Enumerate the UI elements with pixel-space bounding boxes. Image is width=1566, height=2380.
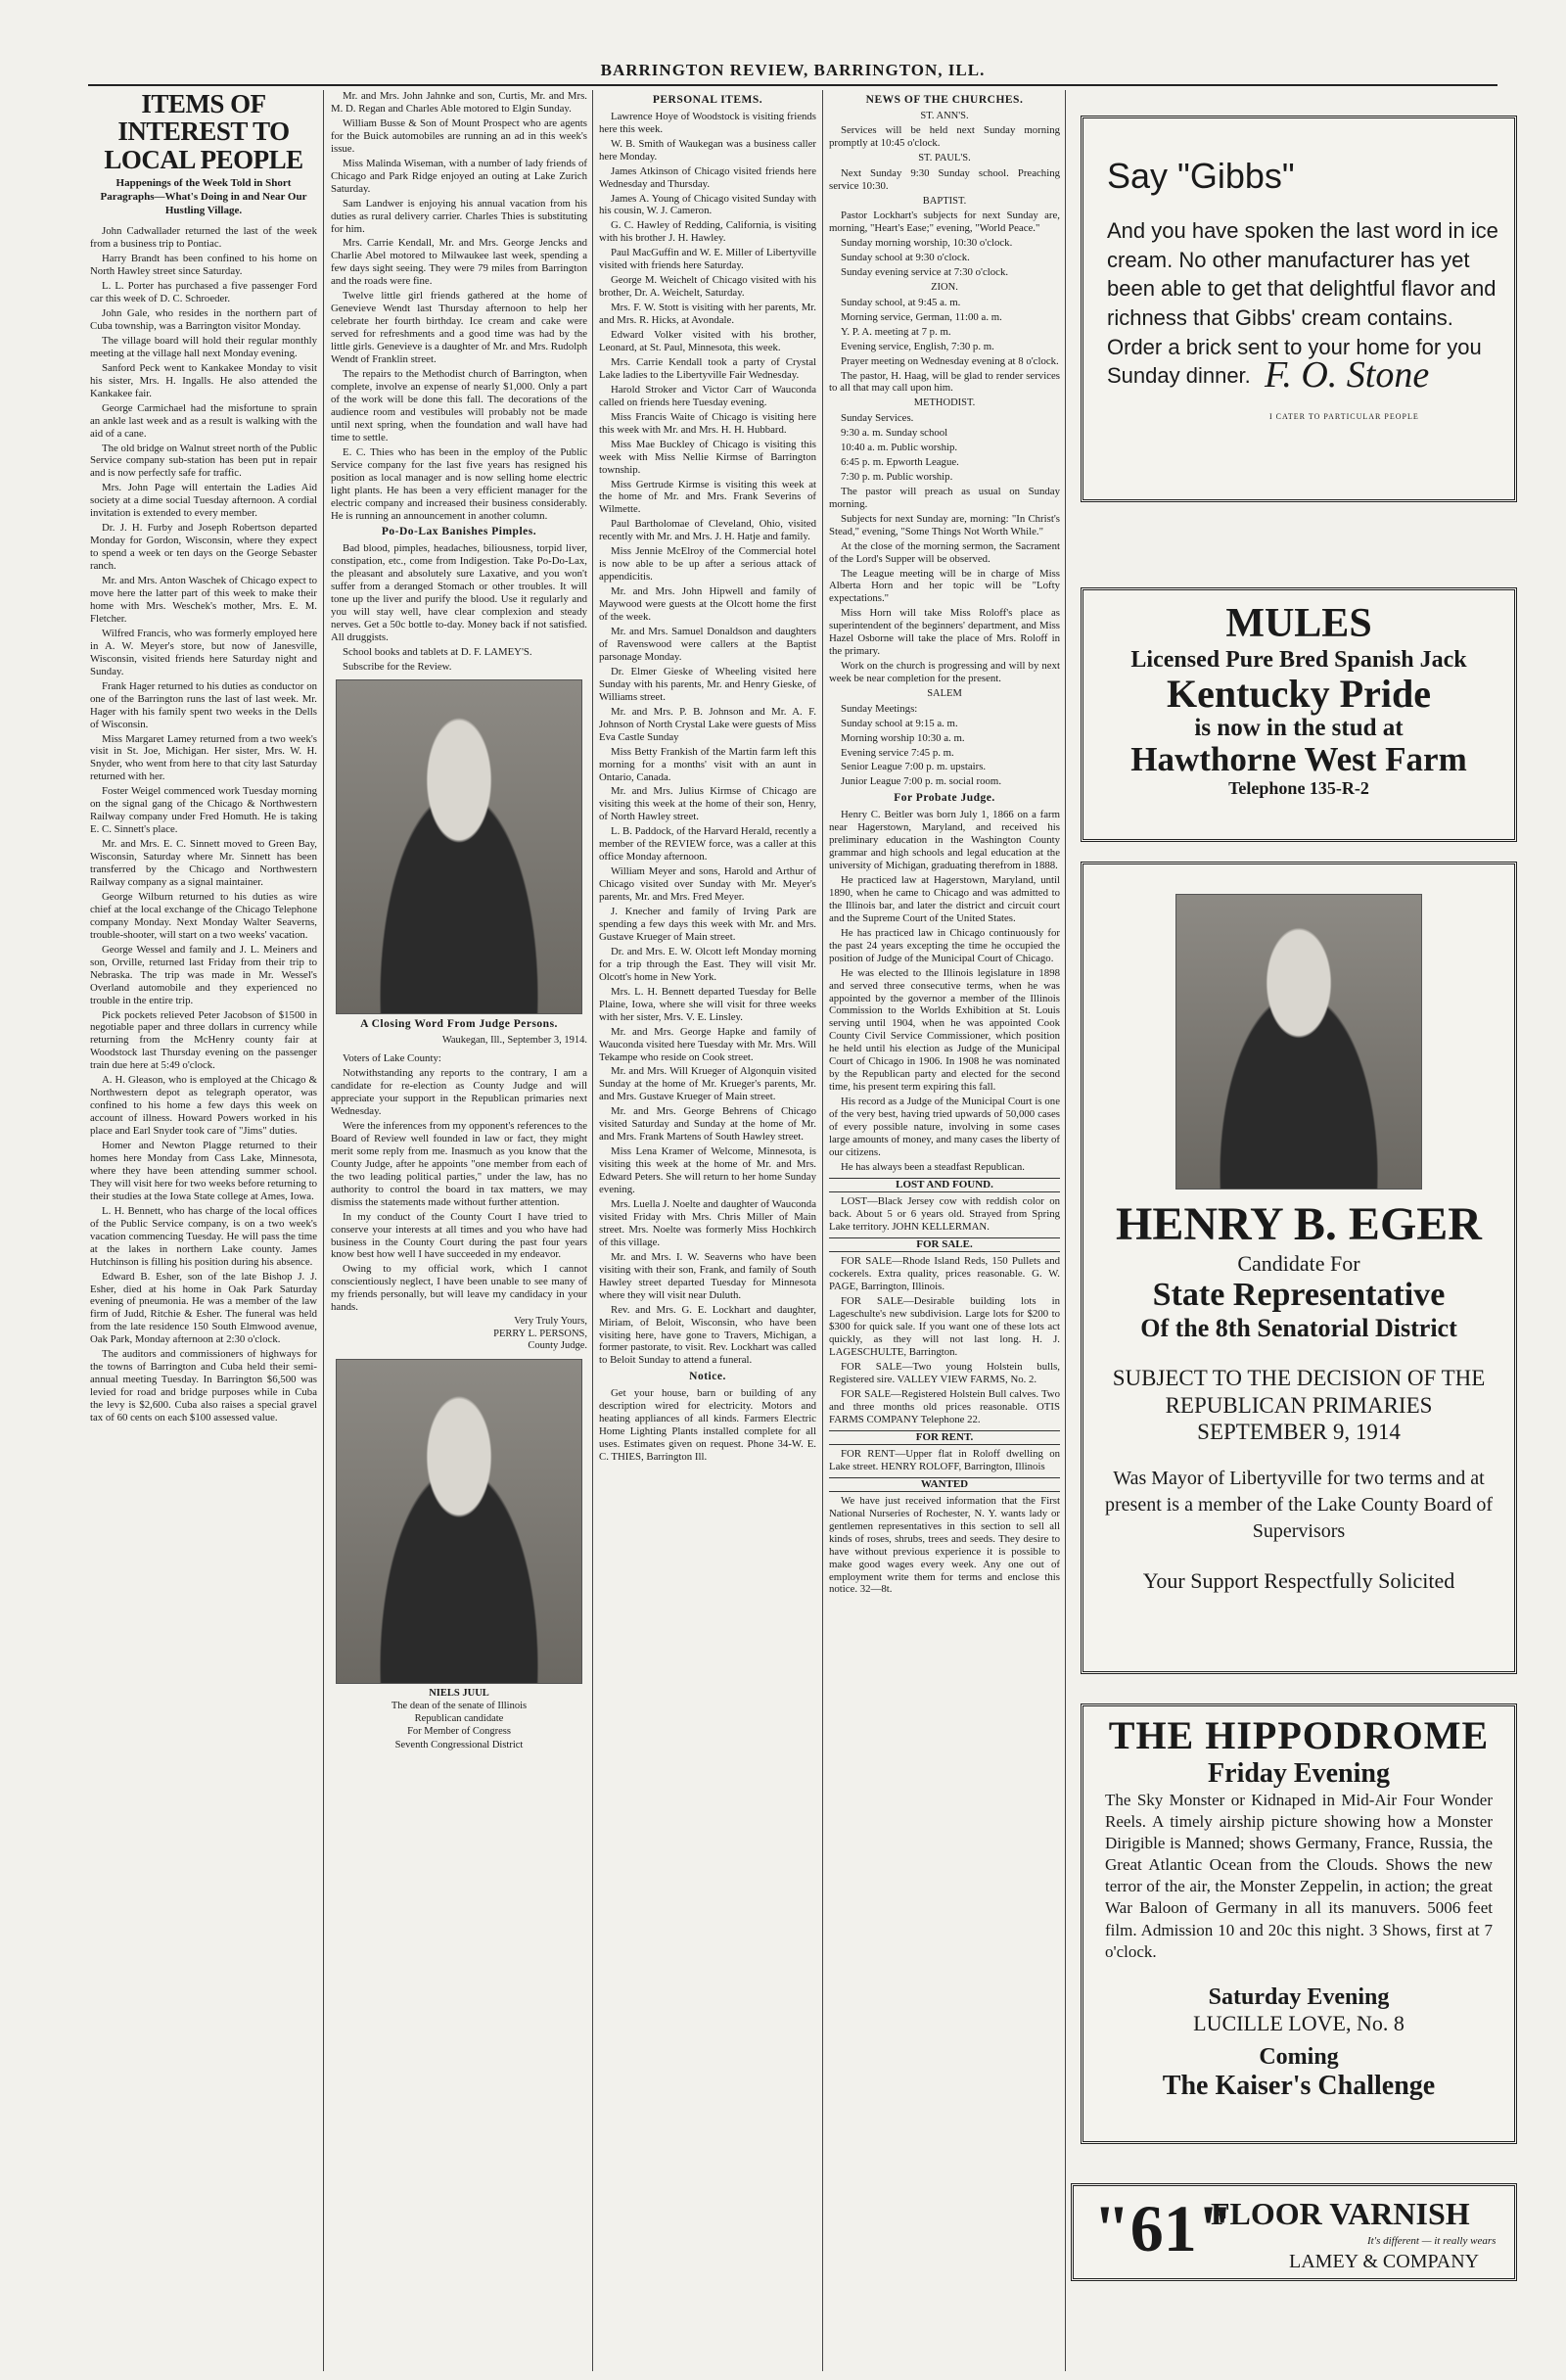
juul-caption xyxy=(331,1687,587,1751)
personal-item: J. Knecher and family of Irving Park are spending a few days this week with Mr. and Mrs. Gustave Krueger of Main street. xyxy=(599,906,816,943)
news-item: Twelve little girl friends gathered at the home of Genevieve Wendt last Thursday afternoon to help her celebrate her fourth birthday. Ice cream and cake were served for refreshments and a good time was had by the little girls. Genevieve is a daughter of Mr. and Mrs. Rudolph Wendt of Franklin street. xyxy=(331,290,587,366)
wanted-headline: WANTED xyxy=(829,1477,1060,1492)
column-rule xyxy=(1065,90,1066,2371)
news-item: Homer and Newton Plagge returned to their homes here Monday from Cass Lake, Minnesota, where they have been attending summer school. They will visit here for two weeks before returning to their studies at the Iowa State college at Ames, Iowa. xyxy=(90,1140,317,1202)
church-service-line: The pastor, H. Haag, will be glad to render services to all that may call upon him. xyxy=(829,369,1060,395)
church-service-line: Next Sunday 9:30 Sunday school. Preaching service 10:30. xyxy=(829,166,1060,192)
news-item: Dr. J. H. Furby and Joseph Robertson departed Monday for Gordon, Wisconsin, where they expect to spend a week or ten days on the George Sebaster ranch. xyxy=(90,522,317,573)
church-service-line: The pastor will preach as usual on Sunday morning. xyxy=(829,485,1060,510)
letter-close: Very Truly Yours, xyxy=(514,1316,587,1328)
for-sale-ad: FOR SALE—Two young Holstein bulls, Registered sire. VALLEY VIEW FARMS, No. 2. xyxy=(829,1360,1060,1385)
hippodrome-body: The Sky Monster or Kidnaped in Mid-Air Four Wonder Reels. A timely airship picture showing how a Monster Dirigible is Manned; shows Germany, France, Russia, the Great Atlantic Ocean from the Clouds. Shows the new terror of the air, the Monster Zeppelin, in action; the great War Baloon of Germany in all its manuvers. 5006 feet film. Admission 10 and 20c this night. 3 Shows, first at 7 o'clock. xyxy=(1105,1791,1493,1961)
church-service-line: 9:30 a. m. Sunday school xyxy=(841,426,948,439)
school-books-notice: School books and tablets at D. F. LAMEY'S. xyxy=(343,645,532,658)
gibbs-ice-cream-ad xyxy=(1081,116,1517,502)
hippodrome-saturday: Saturday Evening xyxy=(1208,1983,1390,2010)
news-item: Miss Malinda Wiseman, with a number of lady friends of Chicago and Park Ridge enjoyed an outing at Lake Zurich Saturday. xyxy=(331,157,587,195)
juul-line-3: For Member of Congress xyxy=(407,1726,511,1738)
personal-item: Mrs. Carrie Kendall took a party of Crystal Lake ladies to the Libertyville Fair Wednesday. xyxy=(599,355,816,381)
news-item: John Cadwallader returned the last of the week from a business trip to Pontiac. xyxy=(90,225,317,251)
letter-title: County Judge. xyxy=(528,1340,587,1352)
personal-item: Mr. and Mrs. George Behrens of Chicago visited Saturday and Sunday at the home of Mr. and Mrs. Frank Martens of South Hawley street. xyxy=(599,1105,816,1143)
personal-item: Mr. and Mrs. Samuel Donaldson and daughters of Ravenswood were callers at the Baptist parsonage Monday. xyxy=(599,626,816,663)
news-item: George Wilburn returned to his duties as wire chief at the local exchange of the Chicago Telephone company Monday. Next Monday Walter Seaverns, trouble-shooter, will start on a two weeks' vacation. xyxy=(90,890,317,941)
juul-line-4: Seventh Congressional District xyxy=(394,1739,524,1750)
church-service-line: Prayer meeting on Wednesday evening at 8 o'clock. xyxy=(841,354,1059,367)
church-service-line: Sunday school at 9:15 a. m. xyxy=(841,717,958,729)
masthead-rule xyxy=(88,84,1497,86)
personal-item: Mrs. Luella J. Noelte and daughter of Wauconda visited Friday with Mrs. Chris Miller of Main street. Mrs. Noelte was formerly Miss Hochkirch of this village. xyxy=(599,1198,816,1248)
letter-place-date: Waukegan, Ill., September 3, 1914. xyxy=(441,1034,587,1046)
news-item: E. C. Thies who has been in the employ of the Public Service company for the last five years has resigned his position as local manager and is now selling home electric light plants. He has been a very efficient manager for the electric company and increased their business considerably. He is running an announcement in another column. xyxy=(331,445,587,522)
church-service-line: Sunday school at 9:30 o'clock. xyxy=(841,252,970,264)
mules-line-4: is now in the stud at xyxy=(1194,715,1404,741)
church-service-line: Services will be held next Sunday morning promptly at 10:45 o'clock. xyxy=(829,124,1060,150)
personal-item: Mr. and Mrs. George Hapke and family of Wauconda visited here Tuesday with Mr. Mrs. Will Tekampe who reside on Cook street. xyxy=(599,1025,816,1063)
column-rule xyxy=(592,90,593,2371)
column-local-items xyxy=(90,90,317,2371)
church-service-line: Evening service, English, 7:30 p. m. xyxy=(841,340,994,352)
church-name: SALEM xyxy=(927,688,962,700)
news-item: Frank Hager returned to his duties as conductor on one of the Barrington runs the last of last week. Mr. Hager with his family spent two weeks in the Dells of Wisconsin. xyxy=(90,679,317,730)
hippodrome-friday: Friday Evening xyxy=(1208,1758,1390,1789)
lost-found-headline: LOST AND FOUND. xyxy=(829,1178,1060,1192)
church-service-line: Sunday Services. xyxy=(841,412,914,425)
personal-item: L. B. Paddock, of the Harvard Herald, recently a member of the REVIEW force, was a caller at this office Monday afternoon. xyxy=(599,825,816,863)
local-items-list xyxy=(90,225,317,1424)
news-item: Mr. and Mrs. John Jahnke and son, Curtis, Mr. and Mrs. M. D. Regan and Charles Able motored to Elgin Sunday. xyxy=(331,90,587,115)
floor-varnish-ad xyxy=(1071,2183,1517,2281)
personal-item: William Meyer and sons, Harold and Arthur of Chicago visited over Sunday with Mr. Meyer's parents, Mr. and Mrs. Fred Meyer. xyxy=(599,865,816,904)
church-service-line: Morning service, German, 11:00 a. m. xyxy=(841,310,1002,323)
letter-body xyxy=(331,1067,587,1314)
pododax-text: Bad blood, pimples, headaches, biliousness, torpid liver, constipation, etc., come from Indigestion. Take Po-Do-Lax, the pleasant and absolutely sure Laxative, and you won't suffer from a deranged Stomach or other troubles. It will tone up the liver and purify the blood. Use it regularly and you will stay well, have clear complexion and steady nerves. Get a 50c bottle to-day. Money back if not satisfied. All druggists. xyxy=(331,542,587,643)
hippodrome-title: THE HIPPODROME xyxy=(1108,1713,1490,1757)
personal-items-list xyxy=(599,111,816,1368)
column-churches xyxy=(829,90,1060,2371)
news-item: William Busse & Son of Mount Prospect who are agents for the Buick automobiles are running an ad in this week's issue. xyxy=(331,117,587,155)
portrait-photo-persons xyxy=(336,679,582,1014)
eger-campaign-ad xyxy=(1081,862,1517,1674)
news-item: The old bridge on Walnut street north of the Public Service company sub-station has been put in repair and is now perfectly safe for traffic. xyxy=(90,442,317,480)
column-two-items xyxy=(331,90,587,522)
church-service-line: Junior League 7:00 p. m. social room. xyxy=(841,775,1002,788)
churches-headline: NEWS OF THE CHURCHES. xyxy=(865,94,1024,106)
personal-item: Miss Jennie McElroy of the Commercial hotel is now able to be up after a serious attack of appendicitis. xyxy=(599,545,816,583)
news-item: George Wessel and family and J. L. Meiners and son, Orville, returned last Friday from their trip to Nebraska. The trip was made in Mr. Wessel's Overland automobile and they experienced no trouble in the entire trip. xyxy=(90,943,317,1006)
news-item: L. H. Bennett, who has charge of the local offices of the Public Service company, is on a two week's vacation commencing Tuesday. He will pass the time at the lakes in northern Lake county. James Hutchinson is filling his position during his absence. xyxy=(90,1204,317,1268)
juul-line-1: The dean of the senate of Illinois xyxy=(391,1701,528,1712)
personal-item: Miss Lena Kramer of Welcome, Minnesota, is visiting this week at the home of Mr. and Mrs. Edward Peters. She will return to her home Sunday evening. xyxy=(599,1145,816,1196)
mules-line-5: Hawthorne West Farm xyxy=(1130,740,1467,778)
varnish-slogan: It's different — it really wears xyxy=(1367,2235,1497,2247)
portrait-photo-eger xyxy=(1175,894,1422,1190)
church-service-line: Sunday school, at 9:45 a. m. xyxy=(841,296,961,308)
church-name: ST. ANN'S. xyxy=(920,110,969,121)
church-service-line: Evening service 7:45 p. m. xyxy=(841,746,954,759)
church-service-line: Senior League 7:00 p. m. upstairs. xyxy=(841,761,987,773)
column-rule xyxy=(822,90,823,2371)
for-sale-ad: FOR SALE—Rhode Island Reds, 150 Pullets and cockerels. Extra quality, prices reasonable. G. W. PAGE, Barrington, Illinois. xyxy=(829,1255,1060,1293)
for-rent-ad: FOR RENT—Upper flat in Roloff dwelling on Lake street. HENRY ROLOFF, Barrington, Illinois xyxy=(829,1447,1060,1472)
probate-text xyxy=(829,809,1060,1174)
news-item: Wilfred Francis, who was formerly employed here in A. W. Meyer's store, but now of Janesville, Wisconsin, visited friends here Saturday night and Sunday. xyxy=(90,627,317,677)
news-item: The auditors and commissioners of highways for the towns of Barrington and Cuba held their semi-annual meeting Tuesday. In Barrington $6,500 was levied for road and bridge purposes while in Cuba the levy is $2,600. Cuba also raises a special gravel tax of 60 cents on each $100 assessed value. xyxy=(90,1348,317,1424)
personal-item: George M. Weichelt of Chicago visited with his brother, Dr. A. Weichelt, Saturday. xyxy=(599,274,816,300)
wanted-ad: We have just received information that the First National Nurseries of Rochester, N. Y. wants lady or gentlemen representatives in this section to sell all kinds of roses, shrubs, trees and seeds. They desire to have without previous experience it is possible to make good wages every week. Any one out of employment write them for terms and enclose this notice. 32—8t. xyxy=(829,1494,1060,1596)
juul-line-2: Republican candidate xyxy=(414,1713,504,1725)
letter-closing xyxy=(331,1316,587,1353)
personal-item: Harold Stroker and Victor Carr of Wauconda called on friends here Tuesday evening. xyxy=(599,383,816,408)
church-name: ZION. xyxy=(931,282,958,294)
church-service-line: 7:30 p. m. Public worship. xyxy=(841,470,953,483)
personal-item: Paul MacGuffin and W. E. Miller of Libertyville visited with friends here Saturday. xyxy=(599,247,816,272)
mules-telephone: Telephone 135-R-2 xyxy=(1228,777,1369,798)
eger-primary xyxy=(1083,1365,1514,1446)
eger-primary-line-1: SUBJECT TO THE DECISION OF THE xyxy=(1112,1366,1486,1390)
hippodrome-lucille: LUCILLE LOVE, No. 8 xyxy=(1193,2010,1405,2035)
probate-paragraph: He practiced law at Hagerstown, Maryland, until 1890, when he came to Chicago and was admitted to the Illinois bar, and later the district and circuit court and the Supreme Court of the United States. xyxy=(829,873,1060,924)
personal-item: Miss Mae Buckley of Chicago is visiting this week with Miss Nellie Kirmse of Barrington township. xyxy=(599,438,816,476)
church-service-line: Y. P. A. meeting at 7 p. m. xyxy=(841,325,951,338)
gibbs-body: And you have spoken the last word in ice cream. No other manufacturer has yet been able to get that delightful flavor and richness that Gibbs' cream contains. Order a brick sent to your home for you Sunday dinner. xyxy=(1107,218,1498,389)
juul-name: NIELS JUUL xyxy=(429,1688,489,1700)
personal-item: Edward Volker visited with his brother, Leonard, at St. Paul, Minnesota, this week. xyxy=(599,329,816,353)
varnish-company: LAMEY & COMPANY xyxy=(1289,2251,1480,2272)
churches-list xyxy=(829,111,1060,789)
local-items-headline: ITEMS OF INTEREST TO LOCAL PEOPLE xyxy=(104,90,303,174)
for-rent-headline: FOR RENT. xyxy=(829,1430,1060,1445)
probate-paragraph: Henry C. Beitler was born July 1, 1866 on a farm near Hagerstown, Maryland, and received his preliminary education in the Washington County grammar and high schools and legal education at the university of Michigan, graduating therefrom in 1888. xyxy=(829,809,1060,871)
eger-primary-line-3: SEPTEMBER 9, 1914 xyxy=(1197,1420,1401,1445)
eger-office: State Representative xyxy=(1152,1277,1446,1313)
news-item: Harry Brandt has been confined to his home on North Hawley street since Saturday. xyxy=(90,253,317,278)
gibbs-title: Say "Gibbs" xyxy=(1107,156,1295,196)
personal-item: Dr. Elmer Gieske of Wheeling visited here Sunday with his parents, Mr. and Henry Gieske, of Williams street. xyxy=(599,665,816,703)
news-item: The village board will hold their regular monthly meeting at the village hall next Monday evening. xyxy=(90,334,317,359)
eger-bio: Was Mayor of Libertyville for two terms and at present is a member of the Lake County Board of Supervisors xyxy=(1105,1467,1493,1542)
personal-item: Mr. and Mrs. Will Krueger of Algonquin visited Sunday at the home of Mr. Krueger's parents, Mr. and Mrs. Gustave Krueger of Main street. xyxy=(599,1065,816,1103)
for-sale-list xyxy=(829,1255,1060,1425)
news-item: A. H. Gleason, who is employed at the Chicago & Northwestern depot as telegraph operator, was confined to his home a few days this week on account of illness. Howard Powers worked in his place and Earl Snyder took care of "Jims" duties. xyxy=(90,1074,317,1138)
letter-paragraph: In my conduct of the County Court I have tried to conserve your interests at all times and you who have had business in the County Court during the past four years know best how well I have succeeded in my endeavor. xyxy=(331,1210,587,1261)
church-service-line: 10:40 a. m. Public worship. xyxy=(841,441,958,453)
probate-paragraph: He has always been a steadfast Republican. xyxy=(841,1160,1025,1173)
subscribe-notice: Subscribe for the Review. xyxy=(343,660,452,673)
column-personal-items xyxy=(599,90,816,2371)
news-item: Foster Weigel commenced work Tuesday morning on the signal gang of the Chicago & Northwestern Railway company under Fred Homuth. He is taking E. C. Sinnett's place. xyxy=(90,785,317,836)
news-item: Sam Landwer is enjoying his annual vacation from his duties as rural delivery carrier. Charles Thies is substituting for him. xyxy=(331,197,587,235)
church-name: BAPTIST. xyxy=(922,195,967,207)
church-service-line: Work on the church is progressing and will by next week be near completion for the present. xyxy=(829,660,1060,685)
personal-item: Mr. and Mrs. John Hipwell and family of Maywood were guests at the Olcott home the first of the week. xyxy=(599,585,816,624)
church-service-line: The League meeting will be in charge of Miss Alberta Horn and her topic will be "Lofty expectations." xyxy=(829,567,1060,605)
mules-ad xyxy=(1081,587,1517,842)
mules-line-2: Licensed Pure Bred Spanish Jack xyxy=(1130,647,1467,673)
for-sale-headline: FOR SALE. xyxy=(829,1237,1060,1252)
eger-candidate-for: Candidate For xyxy=(1237,1251,1360,1276)
letter-paragraph: Were the inferences from my opponent's references to the Board of Review well founded in law or fact, they might merit some reply from me. Inasmuch as you know that the County Judge, after he appoints "one member from each of the two leading political parties," under the law, has no authority to control the board in tax matters, we may dismiss the statements made without further attention. xyxy=(331,1119,587,1208)
gibbs-signature: F. O. Stone xyxy=(1265,354,1430,396)
church-service-line: At the close of the morning sermon, the Sacrament of the Lord's Supper will be observed. xyxy=(829,539,1060,565)
church-service-line: Sunday Meetings: xyxy=(841,702,918,715)
personal-item: Miss Betty Frankish of the Martin farm left this morning for a months' visit with an aunt in Ontario, Canada. xyxy=(599,745,816,783)
varnish-title: FLOOR VARNISH xyxy=(1211,2196,1470,2231)
news-item: Mr. and Mrs. E. C. Sinnett moved to Green Bay, Wisconsin, Saturday where Mr. Sinnett has been transferred by the Chicago and Northwestern Railway company as a signal maintainer. xyxy=(90,838,317,888)
probate-paragraph: He has practiced law in Chicago continuously for the past 24 years excepting the time he occupied the position of Judge of the Municipal Court of Chicago. xyxy=(829,926,1060,964)
personal-item: Rev. and Mrs. G. E. Lockhart and daughter, Miriam, of Beloit, Wisconsin, who have been visiting here, have gone to Travers, Michigan, a former pastorate, to visit. Rev. Lockhart was called to Beloit Sunday to attend a funeral. xyxy=(599,1303,816,1367)
church-name: ST. PAUL'S. xyxy=(918,153,971,164)
notice-headline: Notice. xyxy=(689,1371,726,1383)
personal-item: G. C. Hawley of Redding, California, is visiting with his brother J. H. Hawley. xyxy=(599,219,816,245)
column-two xyxy=(331,90,587,2371)
probate-paragraph: His record as a Judge of the Municipal Court is one of the very best, having tried upwards of 50,000 cases of every possible nature, involving in some cases large amounts of money, and many cases the liberty of our citizens. xyxy=(829,1096,1060,1158)
church-service-line: Pastor Lockhart's subjects for next Sunday are, morning, "Heart's Ease;" evening, "World Peace." xyxy=(829,210,1060,235)
hippodrome-coming: Coming xyxy=(1259,2043,1339,2070)
local-items-subhead: Happenings of the Week Told in Short Paragraphs—What's Doing in and Near Our Hustling Village. xyxy=(100,177,307,216)
church-service-line: Sunday morning worship, 10:30 o'clock. xyxy=(841,237,1013,250)
church-service-line: Miss Horn will take Miss Roloff's place as superintendent of the beginners' department, and Miss Hazel Osborne will take the place of Mrs. Roloff in the primary. xyxy=(829,607,1060,658)
personal-item: Lawrence Hoye of Woodstock is visiting friends here this week. xyxy=(599,110,816,135)
news-item: George Carmichael had the misfortune to sprain an ankle last week and as a result is walking with the aid of a cane. xyxy=(90,401,317,440)
news-item: Mr. and Mrs. Anton Waschek of Chicago expect to move here the latter part of this week to make their home with Mrs. Weschek's mother, Mrs. E. M. Fletcher. xyxy=(90,575,317,625)
personal-item: Mr. and Mrs. I. W. Seaverns who have been visiting with their son, Frank, and family of South Hawley street departed Tuesday for Minnesota where they will visit near Duluth. xyxy=(599,1250,816,1301)
lost-found-ad: LOST—Black Jersey cow with reddish color on back. About 5 or 6 years old. Strayed from Spring Lake territory. JOHN KELLERMAN. xyxy=(829,1195,1060,1233)
for-sale-ad: FOR SALE—Desirable building lots in Lageschulte's new subdivision. Large lots for $200 to $300 for quick sale. If you want one of these lots act quickly, as they will not last long. H. J. LAGESCHULTE, Barrington. xyxy=(829,1294,1060,1358)
personal-item: W. B. Smith of Waukegan was a business caller here Monday. xyxy=(599,137,816,163)
eger-district: Of the 8th Senatorial District xyxy=(1140,1314,1457,1342)
news-item: Sanford Peck went to Kankakee Monday to visit his sister, Mrs. H. Ingalls. He also attended the Kankakee fair. xyxy=(90,361,317,399)
mules-title: MULES xyxy=(1225,601,1372,646)
news-item: Edward B. Esher, son of the late Bishop J. J. Esher, died at his home in Oak Park Saturday evening of pneumonia. He was a member of the law firm of Judd, Ritchie & Esher. The funeral was held from the late residence 150 South Elmwood avenue, Oak Park, Monday afternoon at 2:30 o'clock. xyxy=(90,1270,317,1346)
personal-item: Miss Gertrude Kirmse is visiting this week at the home of Mr. and Mrs. Frank Severins of Wilmette. xyxy=(599,478,816,516)
notice-text: Get your house, barn or building of any description wired for electricity. Motors and heating appliances of all kinds. Farmers Electric Home Lighting Plants installed complete for all uses. Estimates given on request. Phone 34-W. E. C. THIES, Barrington Ill. xyxy=(599,1387,816,1463)
probate-headline: For Probate Judge. xyxy=(894,792,995,805)
personal-item: James A. Young of Chicago visited Sunday with his cousin, W. J. Cameron. xyxy=(599,192,816,217)
column-rule xyxy=(323,90,324,2371)
letter-paragraph: Notwithstanding any reports to the contrary, I am a candidate for re-election as County Judge and will appreciate your support in the Republican primaries next Wednesday. xyxy=(331,1067,587,1117)
news-item: John Gale, who resides in the northern part of Cuba township, was a Barrington visitor Monday. xyxy=(90,307,317,332)
letter-headline: A Closing Word From Judge Persons. xyxy=(360,1017,558,1030)
personal-item: Dr. and Mrs. E. W. Olcott left Monday morning for a trip through the East. They will visit Mr. Olcott's home in New York. xyxy=(599,945,816,983)
news-item: Mrs. John Page will entertain the Ladies Aid society at a dime social Tuesday afternoon. A cordial invitation is extended to every member. xyxy=(90,482,317,520)
letter-paragraph: Owing to my official work, which I cannot conscientiously neglect, I have been unable to see many of my friends personally, but will leave my candidacy in your hands. xyxy=(331,1263,587,1314)
masthead: BARRINGTON REVIEW, BARRINGTON, ILL. xyxy=(600,61,986,79)
eger-name: HENRY B. EGER xyxy=(1116,1198,1482,1250)
varnish-number: "61" xyxy=(1093,2191,1234,2265)
church-name: METHODIST. xyxy=(913,397,976,409)
personal-items-headline: PERSONAL ITEMS. xyxy=(652,94,763,106)
portrait-photo-juul xyxy=(336,1359,582,1684)
personal-item: Miss Francis Waite of Chicago is visiting here this week with Mr. and Mrs. H. H. Hubbard. xyxy=(599,410,816,436)
news-item: Miss Margaret Lamey returned from a two week's visit in St. Joe, Michigan. Her sister, Mrs. W. H. Snyder, who went from here to that city last Saturday returned with her. xyxy=(90,732,317,783)
mules-line-3: Kentucky Pride xyxy=(1167,672,1431,716)
eger-primary-line-2: REPUBLICAN PRIMARIES xyxy=(1165,1392,1433,1418)
hippodrome-kaiser: The Kaiser's Challenge xyxy=(1162,2070,1436,2101)
news-item: The repairs to the Methodist church of Barrington, when complete, involve an expense of nearly $1,000. Only a part of the work will be done this fall. The decorations of the audience room and vestibules will probably not be made until next spring, when the foundation and wall have had time to settle. xyxy=(331,368,587,443)
for-sale-ad: FOR SALE—Registered Holstein Bull calves. Two and three months old prices reasonable. OTIS FARMS COMPANY Telephone 22. xyxy=(829,1387,1060,1425)
church-service-line: Sunday evening service at 7:30 o'clock. xyxy=(841,266,1009,279)
pododax-headline: Po-Do-Lax Banishes Pimples. xyxy=(381,526,537,538)
personal-item: Mr. and Mrs. P. B. Johnson and Mr. A. F. Johnson of North Crystal Lake were guests of Miss Eva Castle Sunday xyxy=(599,705,816,743)
gibbs-slogan: I CATER TO PARTICULAR PEOPLE xyxy=(1269,412,1419,421)
hippodrome-ad xyxy=(1081,1703,1517,2144)
news-item: Pick pockets relieved Peter Jacobson of $1500 in negotiable paper and three dollars in currency while returning from the McHenry county fair at Woodstock last Thursday evening on the passenger train due here at 5:49 o'clock. xyxy=(90,1008,317,1072)
letter-salutation: Voters of Lake County: xyxy=(343,1052,441,1065)
probate-paragraph: He was elected to the Illinois legislature in 1898 and served three consecutive terms, when he was appointed by the governor a member of the Illinois Commission to the Worlds Exhibition at St. Louis serving until 1904, when he was appointed Cook County Civil Service Commissioner, which position he held until his election as Judge of the Municipal Court of Chicago in 1906. In 1908 he was nominated by the Republican party and elected for the second time, his present term expiring this fall. xyxy=(829,966,1060,1094)
church-service-line: 6:45 p. m. Epworth League. xyxy=(841,455,959,468)
personal-item: James Atkinson of Chicago visited friends here Wednesday and Thursday. xyxy=(599,164,816,190)
church-service-line: Subjects for next Sunday are, morning: "In Christ's Stead," evening, "Some Things Not Worth While." xyxy=(829,512,1060,537)
church-service-line: Morning worship 10:30 a. m. xyxy=(841,731,965,744)
news-item: Mrs. Carrie Kendall, Mr. and Mrs. George Jencks and Charlie Abel motored to Milwaukee last week, spending a few days sight seeing. They were 79 miles from Barrington and the roads were fine. xyxy=(331,237,587,288)
personal-item: Mr. and Mrs. Julius Kirmse of Chicago are visiting this week at the home of their son, Henry, of North Hawley street. xyxy=(599,785,816,823)
news-item: L. L. Porter has purchased a five passenger Ford car this week of D. C. Schroeder. xyxy=(90,280,317,305)
letter-signature: PERRY L. PERSONS, xyxy=(493,1328,587,1339)
eger-support: Your Support Respectfully Solicited xyxy=(1142,1567,1455,1593)
personal-item: Mrs. F. W. Stott is visiting with her parents, Mr. and Mrs. R. Hicks, at Avondale. xyxy=(599,302,816,327)
personal-item: Mrs. L. H. Bennett departed Tuesday for Belle Plaine, Iowa, where she will visit for three weeks with her sister, Mrs. V. E. Linsley. xyxy=(599,985,816,1023)
personal-item: Paul Bartholomae of Cleveland, Ohio, visited recently with Mr. and Mrs. J. H. Hatje and family. xyxy=(599,518,816,543)
